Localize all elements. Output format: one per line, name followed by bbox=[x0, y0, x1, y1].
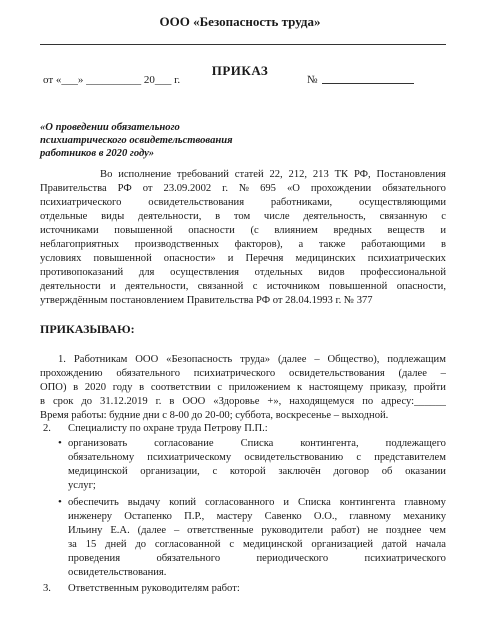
word: чем bbox=[429, 525, 446, 536]
word: договор bbox=[333, 466, 370, 477]
word: «Безопасность bbox=[166, 354, 233, 365]
word: 31.12.2019 bbox=[100, 396, 148, 407]
word: организацией bbox=[311, 539, 373, 550]
date-line: от «___» __________ 20___ г. bbox=[43, 74, 181, 86]
order-subject bbox=[40, 121, 300, 160]
word: 22, bbox=[269, 169, 283, 180]
word: влиянием bbox=[274, 225, 318, 236]
word: (с bbox=[250, 225, 259, 236]
orders-heading: ПРИКАЗЫВАЮ: bbox=[40, 322, 135, 336]
word: осуществляющими bbox=[358, 197, 446, 208]
word: 15 bbox=[85, 539, 97, 550]
word: источником bbox=[266, 281, 320, 292]
word: ООО bbox=[182, 396, 206, 407]
preamble-line bbox=[40, 266, 446, 280]
word: требований bbox=[176, 169, 229, 180]
word: в bbox=[215, 211, 221, 222]
bullet-line bbox=[68, 496, 446, 510]
word: и bbox=[440, 225, 446, 236]
word: – bbox=[173, 525, 180, 536]
word: согласование bbox=[154, 438, 214, 449]
word: контингента bbox=[339, 497, 396, 508]
word: руководители bbox=[261, 525, 324, 536]
item1-line bbox=[40, 395, 446, 409]
preamble-line: утверждённым постановлением Правительства РФ от 28.04.1993 г. № 377 bbox=[40, 295, 373, 306]
word: подлежащим bbox=[387, 354, 446, 365]
word: обеспечить bbox=[68, 497, 119, 508]
word: за bbox=[68, 539, 77, 550]
word: приложением bbox=[228, 382, 291, 393]
word: статей bbox=[234, 169, 264, 180]
bullet-line bbox=[68, 538, 446, 552]
word: труда» bbox=[240, 354, 271, 365]
word: 213 bbox=[312, 169, 329, 180]
word: году bbox=[112, 382, 133, 393]
word: 2020 bbox=[84, 382, 107, 393]
item1-line bbox=[40, 367, 446, 381]
preamble-line bbox=[40, 280, 446, 294]
word: выдачу bbox=[127, 497, 161, 508]
word: повышенной bbox=[329, 281, 388, 292]
word: в bbox=[40, 396, 46, 407]
word: по bbox=[362, 396, 374, 407]
bullet-line: освидетельствования. bbox=[68, 567, 167, 578]
word: опасности, bbox=[396, 281, 446, 292]
word: +», bbox=[267, 396, 282, 407]
word: с bbox=[356, 452, 362, 463]
word: г. bbox=[222, 183, 228, 194]
word: для bbox=[138, 267, 155, 278]
word: подлежащего bbox=[385, 438, 446, 449]
word: в bbox=[440, 239, 446, 250]
word: к bbox=[297, 382, 303, 393]
word: неблагоприятных bbox=[40, 239, 120, 250]
word: инженеру bbox=[68, 511, 113, 522]
word: производственных bbox=[134, 239, 219, 250]
word: Общество), bbox=[327, 354, 380, 365]
word: с bbox=[212, 466, 218, 477]
word: находящемуся bbox=[289, 396, 355, 407]
word: Е.А. bbox=[110, 525, 130, 536]
subject-line: «О проведении обязательного bbox=[40, 122, 180, 133]
word: обязательного bbox=[116, 368, 181, 379]
word: г. bbox=[155, 396, 162, 407]
word: механику bbox=[403, 511, 446, 522]
word: и bbox=[227, 253, 234, 264]
word: Перечня bbox=[245, 253, 284, 264]
word: числе bbox=[263, 211, 290, 222]
word: повышенной bbox=[114, 225, 173, 236]
word: повышенной bbox=[93, 253, 152, 264]
order-item-1 bbox=[40, 353, 446, 423]
word: 23.09.2002 bbox=[163, 183, 212, 194]
bullet-line bbox=[68, 552, 446, 566]
preamble-line bbox=[40, 252, 446, 266]
organization-name: ООО «Безопасность труда» bbox=[159, 14, 321, 29]
item2-bullet-1 bbox=[68, 437, 446, 493]
word: № bbox=[238, 183, 250, 194]
word: периодического bbox=[256, 553, 329, 564]
word: Работникам bbox=[73, 354, 128, 365]
word: ООО bbox=[135, 354, 159, 365]
word: психиатрических bbox=[367, 253, 446, 264]
word: Остапенко bbox=[124, 511, 172, 522]
word: адресу:______ bbox=[381, 396, 446, 407]
word: деятельности, bbox=[138, 211, 202, 222]
word: до bbox=[81, 396, 93, 407]
word: копий bbox=[169, 497, 197, 508]
word: опасности» bbox=[163, 253, 216, 264]
word: организации, bbox=[140, 466, 200, 477]
word: согласованной bbox=[154, 539, 221, 550]
word: отдельных bbox=[254, 267, 303, 278]
header-divider bbox=[40, 44, 446, 45]
word: Постановления bbox=[376, 169, 446, 180]
preamble-line bbox=[40, 210, 446, 224]
word: условиях bbox=[40, 253, 82, 264]
bullet-line bbox=[68, 510, 446, 524]
word: ответственные bbox=[187, 525, 254, 536]
word: 1. bbox=[58, 354, 66, 365]
word: О.О., bbox=[313, 511, 338, 522]
word: виды bbox=[101, 211, 125, 222]
item3-text: Ответственным руководителям работ: bbox=[68, 583, 240, 594]
word: и bbox=[110, 281, 116, 292]
word: до bbox=[135, 539, 147, 550]
word: исполнение bbox=[118, 169, 172, 180]
word: работ) bbox=[330, 525, 360, 536]
word: которой bbox=[229, 466, 266, 477]
word: представителем bbox=[374, 452, 446, 463]
word: работниками, bbox=[270, 197, 333, 208]
word: (далее bbox=[137, 525, 167, 536]
number-sign: № bbox=[307, 74, 318, 86]
word: организовать bbox=[68, 438, 128, 449]
word: освидетельствования bbox=[148, 197, 245, 208]
word: 695 bbox=[260, 183, 276, 194]
word: настоящему bbox=[308, 382, 364, 393]
word: пройти bbox=[413, 382, 446, 393]
word: психиатрическому bbox=[147, 452, 232, 463]
word: Савенко bbox=[264, 511, 302, 522]
word: психиатрического bbox=[364, 553, 446, 564]
word: в bbox=[139, 382, 145, 393]
word: факторов), bbox=[234, 239, 283, 250]
word: источниками bbox=[40, 225, 99, 236]
word: прохождении bbox=[310, 183, 372, 194]
word: позднее bbox=[385, 525, 422, 536]
word: психиатрического bbox=[193, 368, 276, 379]
word: работающими bbox=[361, 239, 426, 250]
word: медицинской bbox=[242, 539, 303, 550]
item2-bullet-2 bbox=[68, 496, 446, 580]
word: Списка bbox=[298, 497, 331, 508]
word: осуществления bbox=[170, 267, 240, 278]
word: главному bbox=[349, 511, 391, 522]
bullet-line bbox=[68, 465, 446, 479]
word: с bbox=[217, 382, 223, 393]
number-blank bbox=[322, 74, 414, 84]
word: от bbox=[142, 183, 153, 194]
order-number bbox=[307, 74, 414, 86]
word: связанной bbox=[197, 281, 244, 292]
bullet-icon: • bbox=[58, 437, 62, 449]
preamble-line bbox=[40, 168, 446, 182]
word: а bbox=[298, 239, 304, 250]
word: с bbox=[229, 539, 235, 550]
word: дней bbox=[105, 539, 127, 550]
word: Правительства bbox=[40, 183, 107, 194]
word: соответствии bbox=[150, 382, 211, 393]
word: освидетельствования bbox=[288, 368, 385, 379]
word: – bbox=[440, 368, 446, 379]
preamble-line bbox=[40, 224, 446, 238]
preamble-line bbox=[40, 196, 446, 210]
word: в bbox=[73, 382, 79, 393]
word: – bbox=[314, 354, 320, 365]
word: Ильину bbox=[68, 525, 103, 536]
word: оказании bbox=[405, 466, 446, 477]
word: заключён bbox=[278, 466, 321, 477]
word: противопоказаний bbox=[40, 267, 124, 278]
word: медицинских bbox=[295, 253, 356, 264]
word: с bbox=[252, 281, 258, 292]
word: вредных bbox=[333, 225, 372, 236]
word: контингента, bbox=[300, 438, 359, 449]
word: деятельность, bbox=[303, 211, 366, 222]
word: обязательного bbox=[156, 553, 221, 564]
word: (далее bbox=[278, 354, 307, 365]
word: П.Р., bbox=[184, 511, 205, 522]
word: опасности bbox=[188, 225, 235, 236]
word: РФ, bbox=[353, 169, 371, 180]
word: освидетельствованию bbox=[244, 452, 344, 463]
word: связанную bbox=[379, 211, 428, 222]
subject-line: работников в 2020 году» bbox=[40, 148, 155, 159]
word: деятельности bbox=[40, 281, 101, 292]
word: не bbox=[367, 525, 378, 536]
word: мастеру bbox=[216, 511, 253, 522]
word: и bbox=[283, 497, 290, 508]
word: ТК bbox=[334, 169, 349, 180]
word: ОПО) bbox=[40, 382, 67, 393]
word: (далее bbox=[398, 368, 427, 379]
bullet-line bbox=[68, 451, 446, 465]
word: об bbox=[381, 466, 393, 477]
item2-number: 2. bbox=[43, 423, 51, 434]
item1-line bbox=[40, 381, 446, 395]
word: начала bbox=[415, 539, 446, 550]
word: проведения bbox=[68, 553, 121, 564]
word: обязательного bbox=[382, 183, 446, 194]
word: «О bbox=[286, 183, 300, 194]
word: с bbox=[441, 211, 446, 222]
word: главному bbox=[404, 497, 446, 508]
word: 212, bbox=[288, 169, 308, 180]
bullet-icon: • bbox=[58, 496, 62, 508]
word: психиатрического bbox=[40, 197, 122, 208]
word: том bbox=[233, 211, 251, 222]
word: медицинской bbox=[68, 466, 128, 477]
word: в bbox=[169, 396, 175, 407]
bullet-line bbox=[68, 437, 446, 451]
preamble bbox=[40, 168, 446, 308]
subject-line: психиатрического освидетельствования bbox=[40, 135, 233, 146]
bullet-line: услуг; bbox=[68, 480, 96, 491]
word: Списка bbox=[240, 438, 274, 449]
word: согласованного bbox=[205, 497, 275, 508]
word: срок bbox=[52, 396, 74, 407]
word: обязательному bbox=[68, 452, 135, 463]
word: «Здоровье bbox=[213, 396, 260, 407]
word: профессиональной bbox=[360, 267, 446, 278]
word: отдельные bbox=[40, 211, 88, 222]
preamble-line bbox=[40, 238, 446, 252]
item1-line bbox=[40, 353, 446, 367]
word: РФ bbox=[117, 183, 132, 194]
word: прохождению bbox=[40, 368, 103, 379]
word: деятельности, bbox=[125, 281, 189, 292]
word: Во bbox=[100, 169, 113, 180]
item1-line: Время работы: будние дни с 8-00 до 20-00; суббота, воскресенье – выходной. bbox=[40, 410, 389, 421]
preamble-line bbox=[40, 182, 446, 196]
item2-text: Специалисту по охране труда Петрову П.П.: bbox=[68, 423, 268, 434]
document-title: ПРИКАЗ bbox=[211, 63, 269, 78]
word: видов bbox=[318, 267, 345, 278]
word: датой bbox=[381, 539, 408, 550]
word: веществ bbox=[387, 225, 425, 236]
word: также bbox=[318, 239, 346, 250]
bullet-line bbox=[68, 524, 446, 538]
item3-number: 3. bbox=[43, 583, 51, 594]
word: приказу, bbox=[369, 382, 408, 393]
